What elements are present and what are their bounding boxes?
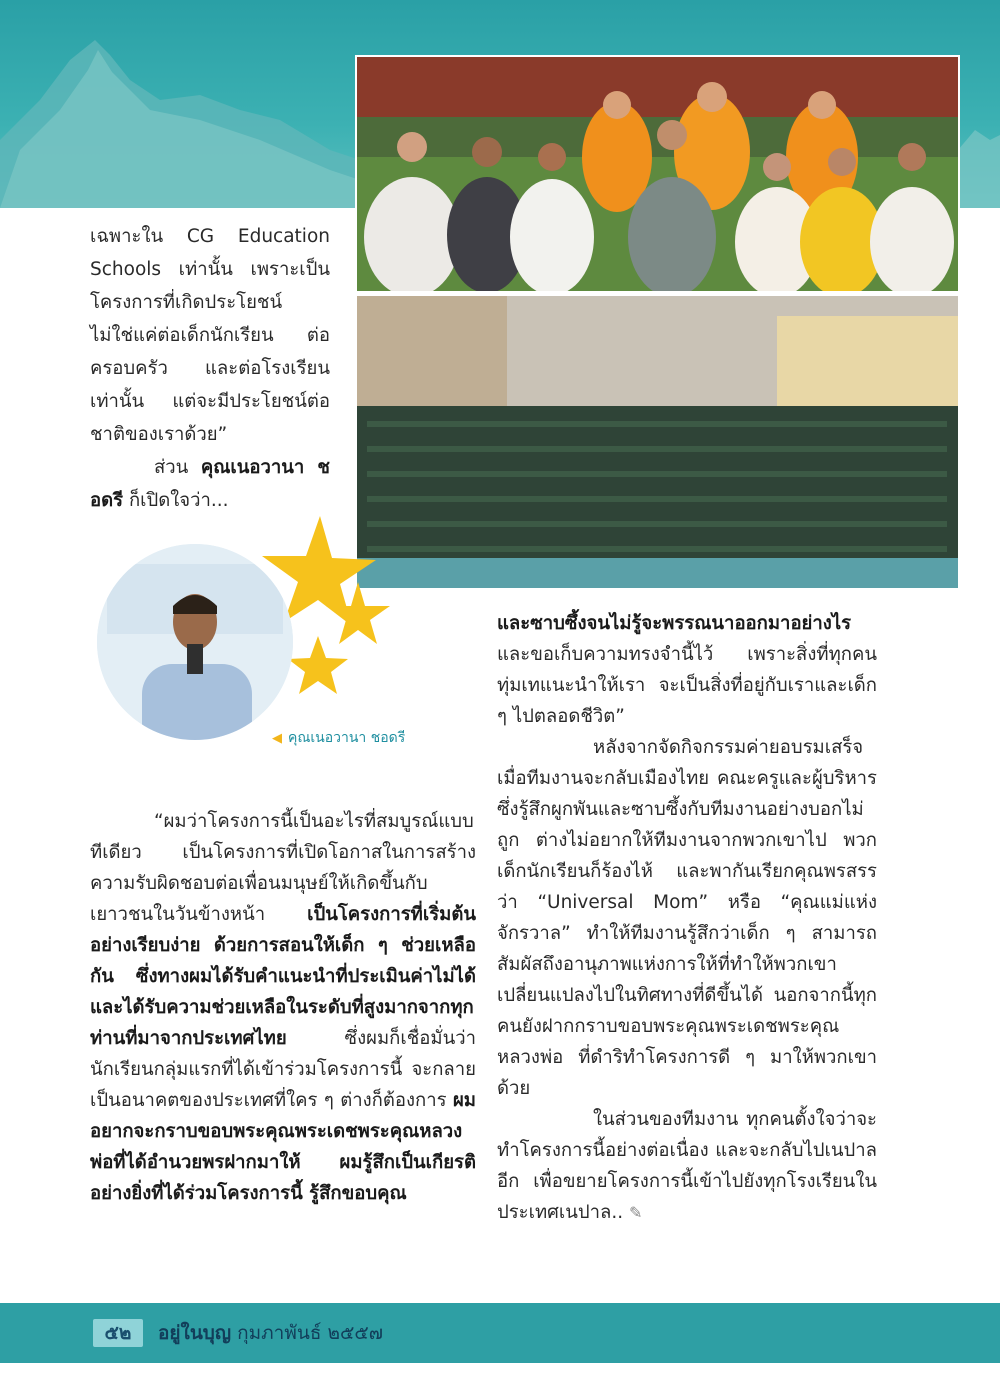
quote-part-3: และขอเก็บความทรงจำนี้ไว้ เพราะสิ่งที่ทุกคนทุ่มเทแนะนำให้เรา จะเป็นสิ่งที่อยู่กับเราและเด็ก ๆ ไปตลอดชีวิต” bbox=[497, 644, 877, 727]
quote-continued bbox=[497, 608, 877, 732]
right-column-text bbox=[497, 608, 877, 1228]
quote-part-2: ซึ่งผมก็เชื่อมั่นว่า นักเรียนกลุ่มแรกที่ได้เข้าร่วมโครงการนี้ จะกลายเป็นอนาคตของประเทศที่ใคร ๆ ต่างก็ต้องการ bbox=[90, 1028, 476, 1111]
speaker-intro-post: ก็เปิดใจว่า... bbox=[123, 490, 229, 511]
left-bottom-text bbox=[90, 806, 476, 1209]
photo-caption bbox=[272, 727, 405, 749]
speaker-portrait bbox=[97, 544, 293, 740]
quote-bold-1: เป็นโครงการที่เริ่มต้นอย่างเรียบง่าย ด้วยการสอนให้เด็ก ๆ ช่วยเหลือกัน ซึ่งทางผมได้รับคำแนะนำที่ประเมินค่าไม่ได้ และได้รับความช่วยเหลือในระดับที่สูงมากจากทุกท่านที่มาจากประเทศไทย bbox=[90, 904, 476, 1049]
quote-part-1: “ผมว่าโครงการนี้เป็นอะไรที่สมบูรณ์แบบทีเดียว เป็นโครงการที่เปิดโอกาสในการสร้างความรับผิดชอบต่อเพื่อนมนุษย์ให้เกิดขึ้นกับเยาวชนในวันข้างหน้า bbox=[90, 811, 476, 925]
group-photo bbox=[357, 57, 958, 291]
end-mark-icon: ✎ bbox=[628, 1203, 643, 1222]
left-top-text bbox=[90, 220, 330, 517]
intro-paragraph: เฉพาะใน CG Education Schools เท่านั้น เพราะเป็นโครงการที่เกิดประโยชน์ ไม่ใช่แค่ต่อเด็กนักเรียน ต่อครอบครัว และต่อโรงเรียนเท่านั้น แต่จะมีประโยชน์ต่อชาติของเราด้วย” bbox=[90, 226, 330, 445]
issue-date: กุมภาพันธ์ ๒๕๕๗ bbox=[237, 1322, 384, 1344]
speaker-name: คุณเนอวานา ชอดรี bbox=[90, 457, 330, 511]
caption-arrow-icon: ◀ bbox=[272, 731, 282, 746]
closing-paragraph bbox=[497, 1104, 877, 1228]
quote-bold-2: ผมอยากจะกราบขอบพระคุณพระเดชพระคุณหลวงพ่อที่ได้อำนวยพรฝากมาให้ ผมรู้สึกเป็นเกียรติอย่างยิ่งที่ได้ร่วมโครงการนี้ รู้สึกขอบคุณ bbox=[90, 1090, 476, 1204]
magazine-name: อยู่ในบุญ bbox=[158, 1322, 232, 1344]
caption-text: คุณเนอวานา ชอดรี bbox=[288, 730, 406, 746]
footer-title bbox=[158, 1319, 383, 1347]
page-number: ๕๒ bbox=[93, 1319, 143, 1347]
after-camp-paragraph: หลังจากจัดกิจกรรมค่ายอบรมเสร็จ เมื่อทีมงานจะกลับเมืองไทย คณะครูและผู้บริหารซึ่งรู้สึกผูกพันและซาบซึ้งกับทีมงานอย่างบอกไม่ถูก ต่างไม่อยากให้ทีมงานจากพวกเขาไป พวกเด็กนักเรียนก็ร้องไห้ และพากันเรียกคุณพรสรรว่า “Universal Mom” หรือ “คุณแม่แห่งจักรวาล” ทำให้ทีมงานรู้สึกว่าเด็ก ๆ สามารถสัมผัสถึงอานุภาพแห่งการให้ที่ทำให้พวกเขาเปลี่ยนแปลงไปในทิศทางที่ดีขึ้นได้ นอกจากนี้ทุกคนยังฝากกราบขอบพระคุณพระเดชพระคุณหลวงพ่อ ที่ดำริทำโครงการดี ๆ มาให้พวกเขาด้วย bbox=[497, 737, 877, 1099]
quote-paragraph bbox=[90, 806, 476, 1209]
closing-text: ในส่วนของทีมงาน ทุกคนตั้งใจว่าจะทำโครงการนี้อย่างต่อเนื่อง และจะกลับไปเนปาลอีก เพื่อขยายโครงการนี้เข้าไปยังทุกโรงเรียนในประเทศเนปาล.. bbox=[497, 1109, 877, 1223]
speaker-intro-pre: ส่วน bbox=[154, 457, 201, 478]
quote-bold-3: และซาบซึ้งจนไม่รู้จะพรรณนาออกมาอย่างไร bbox=[497, 613, 852, 634]
students-assembly-photo bbox=[357, 296, 958, 588]
footer-bar bbox=[0, 1303, 1000, 1363]
